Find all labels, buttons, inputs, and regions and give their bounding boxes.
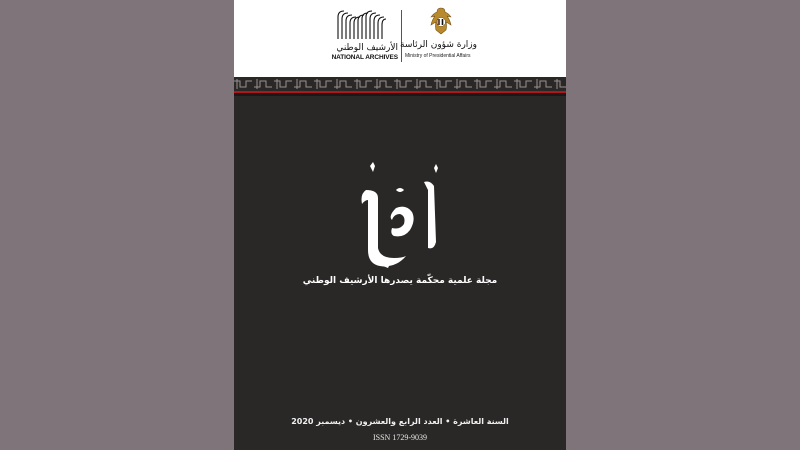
ministry-name-english: Ministry of Presidential Affairs [405, 53, 471, 59]
logo-divider [401, 10, 402, 62]
magazine-subtitle: مجلة علمية محكّمة يصدرها الأرشيف الوطني [302, 276, 498, 286]
national-archives-logo-icon [336, 9, 388, 41]
ministry-logo [400, 6, 477, 64]
ministry-name-arabic: وزارة شؤون الرئاسة [400, 40, 477, 50]
issn-number: ISSN 1729-9039 [372, 433, 427, 442]
issue-details: السنة العاشرة • العدد الرابع والعشرون • ديسمبر 2020 [291, 417, 509, 426]
magazine-cover [234, 0, 566, 450]
archives-name-arabic: الأرشيف الوطني [336, 43, 398, 53]
archives-name-english: NATIONAL ARCHIVES [331, 54, 398, 61]
arabic-calligraphy-band [234, 77, 566, 91]
uae-falcon-emblem-icon [427, 6, 455, 36]
national-archives-logo [326, 9, 398, 64]
dark-divider-line [234, 93, 566, 96]
cover-header [234, 0, 566, 77]
